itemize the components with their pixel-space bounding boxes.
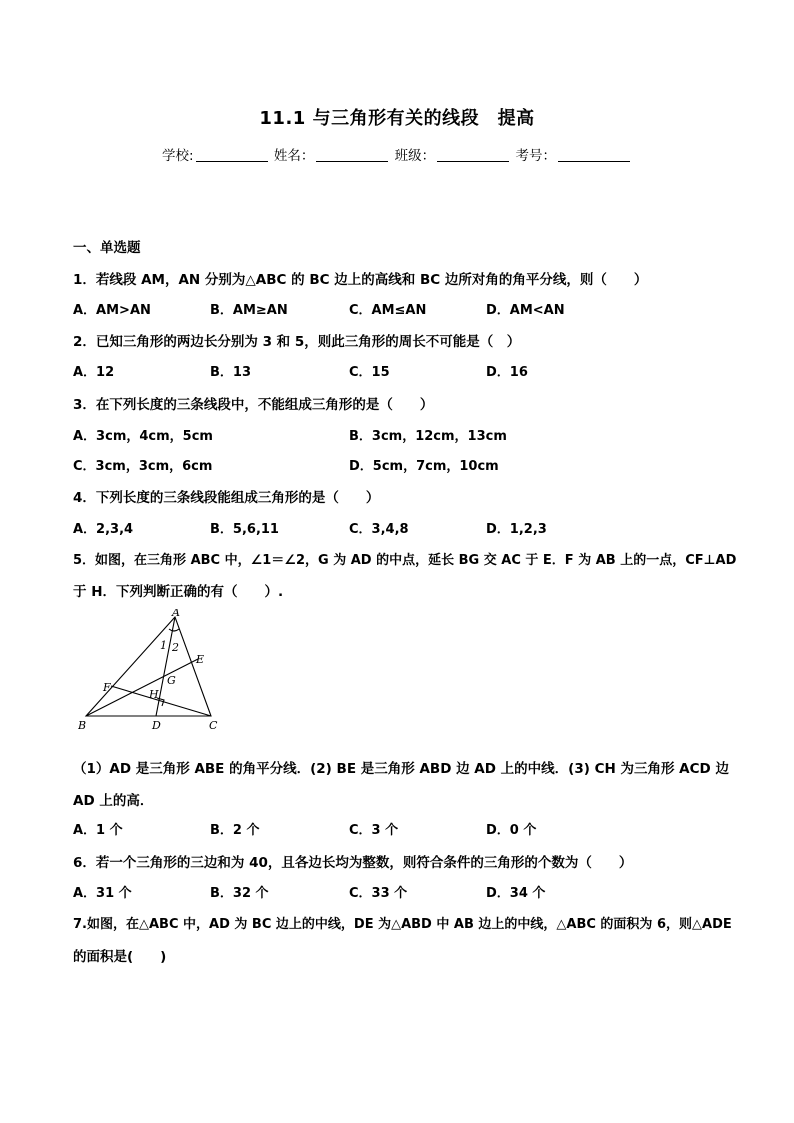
- question-5-line-1: 5．如图，在三角形 ABC 中，∠1＝∠2，G 为 AD 的中点，延长 BG 交 AC 于 E．F 为 AB 上的一点，CF⊥AD: [73, 553, 737, 568]
- q3-option-d: D．5cm，7cm，10cm: [349, 459, 499, 474]
- q6-option-c: C．33 个: [349, 886, 408, 901]
- name-label: 姓名：: [273, 148, 315, 164]
- q3-option-b: B．3cm，12cm，13cm: [349, 429, 507, 444]
- label-b: B: [78, 719, 87, 732]
- question-5-statements-line-2: AD 上的高．: [73, 793, 154, 809]
- page-title: 11.1 与三角形有关的线段 提高: [259, 108, 535, 129]
- class-blank: [437, 147, 509, 162]
- question-7-line-2: 的面积是( ): [73, 949, 167, 965]
- question-1: 1．若线段 AM，AN 分别为△ABC 的 BC 边上的高线和 BC 边所对角的角平分线，则（ ）: [73, 272, 648, 288]
- q5-option-a: A．1 个: [73, 823, 123, 838]
- triangle-figure: [78, 609, 228, 733]
- q4-option-b: B．5,6,11: [210, 522, 279, 537]
- q1-option-b: B．AM≥AN: [210, 303, 288, 318]
- q6-option-a: A．31 个: [73, 886, 132, 901]
- q6-option-d: D．34 个: [486, 886, 546, 901]
- label-c: C: [209, 719, 218, 732]
- school-blank: [196, 147, 268, 162]
- label-angle-1: 1: [160, 639, 167, 652]
- q4-option-a: A．2,3,4: [73, 522, 134, 537]
- question-7-line-1: 7.如图，在△ABC 中，AD 为 BC 边上的中线，DE 为△ABD 中 AB 边上的中线，△ABC 的面积为 6，则△ADE: [73, 917, 732, 932]
- label-d: D: [152, 719, 161, 732]
- label-g: G: [167, 674, 176, 687]
- q1-option-d: D．AM<AN: [486, 303, 565, 318]
- question-2: 2．已知三角形的两边长分别为 3 和 5，则此三角形的周长不可能是（ ）: [73, 334, 521, 350]
- q4-option-c: C．3,4,8: [349, 522, 409, 537]
- label-a: A: [172, 609, 180, 619]
- label-f: F: [103, 681, 111, 694]
- label-angle-2: 2: [172, 641, 179, 654]
- question-3: 3．在下列长度的三条线段中，不能组成三角形的是（ ）: [73, 397, 434, 413]
- q6-option-b: B．32 个: [210, 886, 269, 901]
- question-4: 4．下列长度的三条线段能组成三角形的是（ ）: [73, 490, 380, 506]
- q2-option-b: B．13: [210, 365, 251, 380]
- school-label: 学校:: [162, 148, 194, 164]
- name-blank: [316, 147, 388, 162]
- q1-option-a: A．AM>AN: [73, 303, 151, 318]
- question-5-line-2: 于 H．下列判断正确的有（ ）.: [73, 584, 284, 600]
- q5-option-c: C．3 个: [349, 823, 399, 838]
- class-label: 班级：: [394, 148, 436, 164]
- section-heading: 一、单选题: [73, 240, 141, 256]
- q3-option-a: A．3cm，4cm，5cm: [73, 429, 213, 444]
- q3-option-c: C．3cm，3cm，6cm: [73, 459, 213, 474]
- label-h: H: [149, 688, 159, 701]
- segment-ad: [156, 617, 175, 716]
- q1-option-c: C．AM≤AN: [349, 303, 427, 318]
- q4-option-d: D．1,2,3: [486, 522, 547, 537]
- q5-option-d: D．0 个: [486, 823, 537, 838]
- q5-option-b: B．2 个: [210, 823, 260, 838]
- q2-option-a: A．12: [73, 365, 115, 380]
- number-label: 考号：: [515, 148, 556, 164]
- question-6: 6．若一个三角形的三边和为 40，且各边长均为整数，则符合条件的三角形的个数为（ ）: [73, 855, 633, 871]
- q2-option-c: C．15: [349, 365, 390, 380]
- angle-arc: [169, 629, 179, 631]
- label-e: E: [196, 653, 205, 666]
- question-5-statements-line-1: （1）AD 是三角形 ABE 的角平分线．(2) BE 是三角形 ABD 边 AD 上的中线．(3) CH 为三角形 ACD 边: [73, 761, 729, 777]
- student-info-line: [0, 144, 794, 164]
- q2-option-d: D．16: [486, 365, 528, 380]
- number-blank: [558, 147, 630, 162]
- triangle-abc: [86, 617, 211, 716]
